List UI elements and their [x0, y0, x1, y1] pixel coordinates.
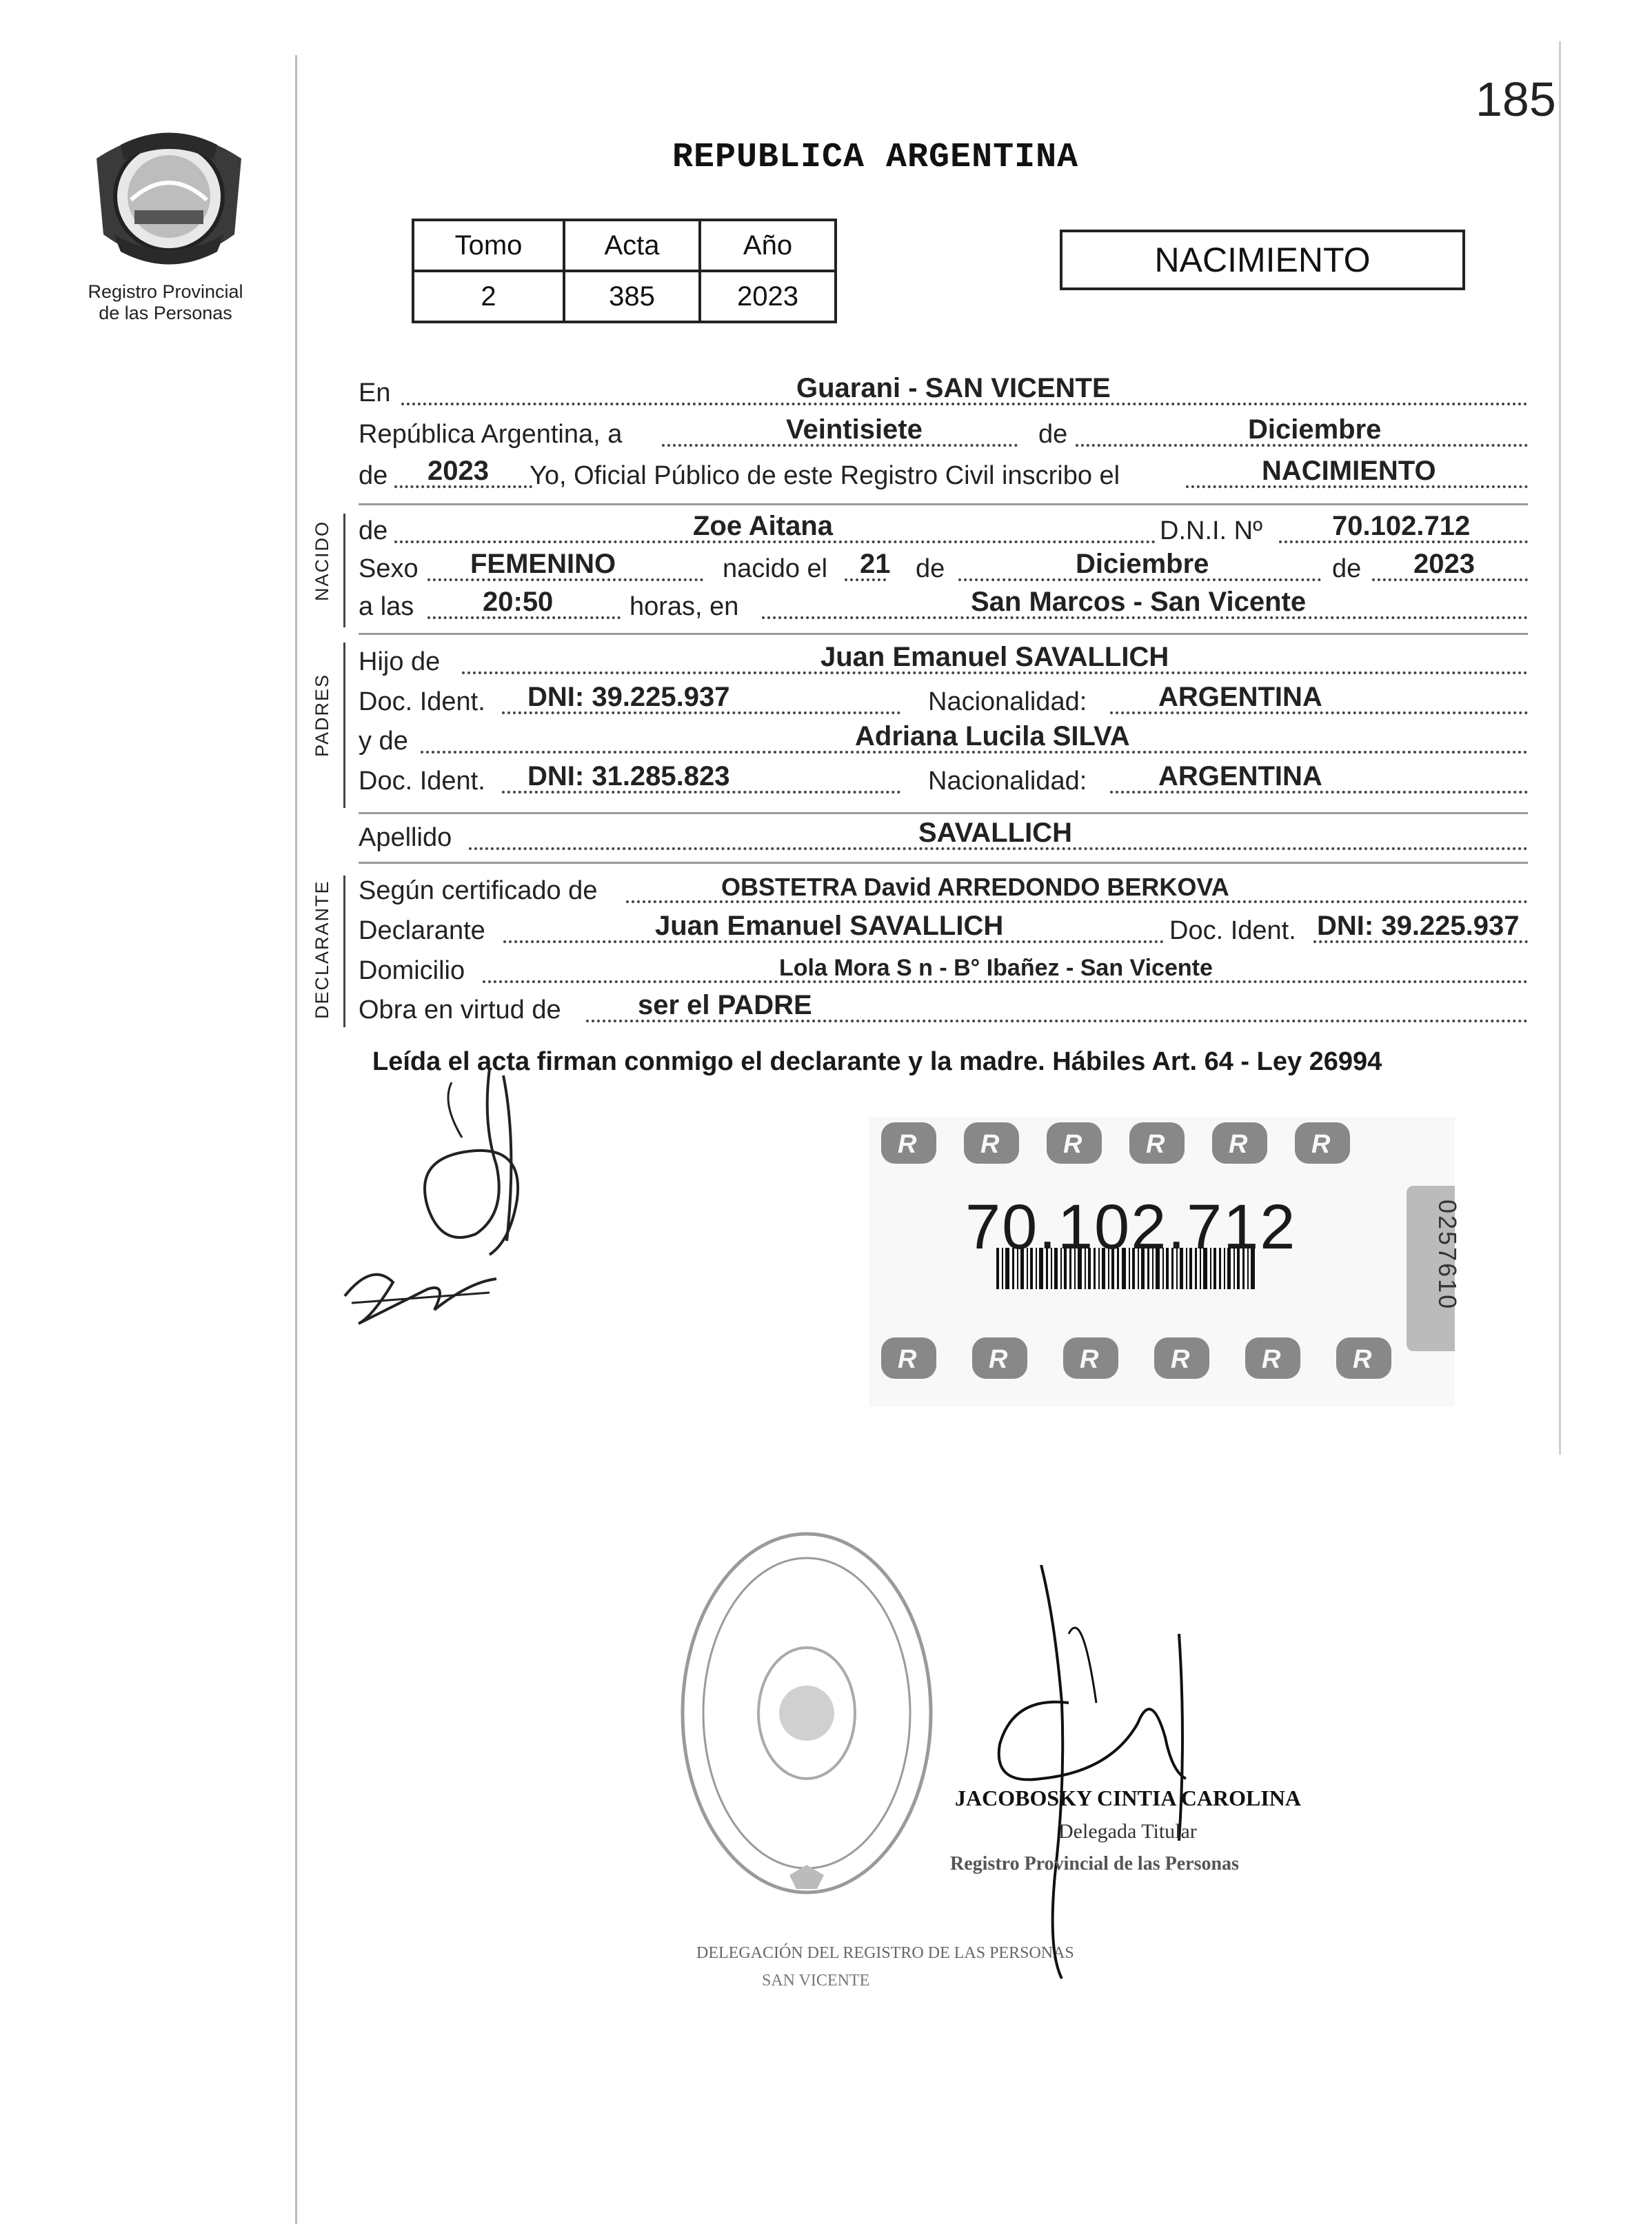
value-mother-nat: ARGENTINA [1158, 761, 1322, 791]
row-mother [359, 720, 1528, 762]
label-declarante: Declarante [359, 916, 485, 945]
row-sexo [359, 548, 1528, 589]
svg-text:R: R [1171, 1345, 1190, 1374]
svg-text:R: R [1262, 1345, 1281, 1374]
section-padres-label: PADRES [312, 673, 332, 757]
value-child-dni: 70.102.712 [1332, 511, 1471, 541]
separator-padres [359, 633, 1528, 635]
row-segun [359, 870, 1528, 911]
record-table [412, 219, 837, 323]
header-acta: Acta [564, 220, 700, 271]
svg-text:R: R [980, 1130, 1000, 1159]
seal-inner-text: SAN VICENTE [762, 1972, 870, 1990]
official-signature [958, 1565, 1248, 1992]
row-year [359, 455, 1528, 496]
svg-text:R: R [898, 1130, 917, 1159]
value-mother-name: Adriana Lucila SILVA [855, 721, 1130, 751]
value-birth-month: Diciembre [1076, 549, 1209, 579]
document-title: REPUBLICA ARGENTINA [672, 138, 1079, 177]
value-obra: ser el PADRE [638, 990, 812, 1020]
value-father-nat: ARGENTINA [1158, 682, 1322, 712]
row-mother-doc [359, 760, 1528, 802]
value-inscribe: NACIMIENTO [1262, 456, 1436, 486]
separator-declarante [359, 862, 1528, 864]
svg-text:R: R [1229, 1130, 1248, 1159]
left-margin-line [295, 55, 297, 2224]
svg-text:R: R [1353, 1345, 1372, 1374]
row-time [359, 586, 1528, 627]
label-sexo: Sexo [359, 554, 419, 583]
record-type-box: NACIMIENTO [1060, 230, 1465, 290]
row-en [359, 372, 1528, 414]
closing-statement: Leída el acta firman conmigo el declarante y la madre. Hábiles Art. 64 - Ley 26994 [372, 1047, 1382, 1076]
value-birth-place: San Marcos - San Vicente [971, 587, 1307, 617]
province-emblem-icon [83, 117, 255, 276]
value-day: Veintisiete [786, 414, 923, 445]
official-office: Registro Provincial de las Personas [950, 1853, 1239, 1874]
right-margin-line [1559, 41, 1561, 1455]
row-obra [359, 989, 1528, 1031]
label-de-year: de [359, 461, 388, 490]
value-birth-time: 20:50 [483, 587, 554, 617]
row-child [359, 510, 1528, 552]
label-declarante-doc: Doc. Ident. [1169, 916, 1296, 945]
label-mother-doc: Doc. Ident. [359, 767, 485, 796]
value-year: 2023 [427, 456, 489, 486]
svg-text:R: R [1063, 1130, 1082, 1159]
official-title: Delegada Titular [1058, 1820, 1197, 1843]
org-line2: de las Personas [99, 303, 232, 323]
row-date [359, 414, 1528, 455]
label-obra: Obra en virtud de [359, 995, 561, 1024]
value-birth-day: 21 [860, 549, 891, 579]
separator-apellido [359, 812, 1528, 814]
org-line1: Registro Provincial [88, 281, 243, 302]
value-tomo: 2 [413, 271, 564, 322]
label-a-las: a las [359, 592, 414, 621]
value-domicilio: Lola Mora S n - B° Ibañez - San Vicente [779, 955, 1213, 981]
value-en: Guarani - SAN VICENTE [796, 373, 1111, 403]
label-father-doc: Doc. Ident. [359, 687, 485, 716]
value-mother-doc: DNI: 31.285.823 [527, 761, 730, 791]
label-de: de [1038, 420, 1068, 449]
label-domicilio: Domicilio [359, 956, 465, 985]
separator-nacido [359, 503, 1528, 505]
value-month: Diciembre [1248, 414, 1382, 445]
label-apellido: Apellido [359, 823, 452, 852]
dni-sticker-number: 70.102.712 [965, 1192, 1297, 1262]
sidebar-padres [343, 643, 345, 808]
label-hijo-de: Hijo de [359, 647, 441, 676]
label-birth-de2: de [1332, 554, 1362, 583]
value-father-doc: DNI: 39.225.937 [527, 682, 730, 712]
mother-signature [331, 1255, 510, 1337]
value-birth-year: 2023 [1413, 549, 1475, 579]
section-declarante-label: DECLARANTE [312, 880, 332, 1019]
row-declarante [359, 910, 1528, 951]
label-y-de: y de [359, 727, 408, 756]
label-horas-en: horas, en [629, 592, 739, 621]
value-segun: OBSTETRA David ARREDONDO BERKOVA [721, 873, 1229, 901]
row-apellido [359, 817, 1528, 858]
svg-text:R: R [1080, 1345, 1099, 1374]
header-tomo: Tomo [413, 220, 564, 271]
label-yo: Yo, Oficial Público de este Registro Civil inscribo el [530, 461, 1120, 490]
value-anio: 2023 [700, 271, 836, 322]
value-declarante-doc: DNI: 39.225.937 [1317, 911, 1520, 941]
seal-ring-text: DELEGACIÓN DEL REGISTRO DE LAS PERSONAS [696, 1944, 1074, 1962]
svg-text:R: R [898, 1345, 917, 1374]
row-father-doc [359, 681, 1528, 722]
label-dni: D.N.I. Nº [1160, 516, 1262, 545]
declarant-signature [386, 1062, 565, 1268]
dni-sticker-code: 0257610 [1433, 1200, 1462, 1311]
value-acta: 385 [564, 271, 700, 322]
label-en: En [359, 378, 391, 407]
row-domicilio [359, 950, 1528, 991]
value-declarante: Juan Emanuel SAVALLICH [655, 911, 1004, 941]
header-anio: Año [700, 220, 836, 271]
value-father-name: Juan Emanuel SAVALLICH [820, 642, 1169, 672]
label-republica: República Argentina, a [359, 420, 623, 449]
label-segun: Según certificado de [359, 876, 598, 905]
label-child-de: de [359, 516, 388, 545]
sidebar-nacido [343, 514, 345, 627]
label-father-nat: Nacionalidad: [928, 687, 1087, 716]
label-nacido-el: nacido el [723, 554, 828, 583]
registry-name [55, 281, 276, 324]
row-father [359, 641, 1528, 683]
sidebar-declarante [343, 876, 345, 1027]
page-number: 185 [1475, 72, 1556, 126]
svg-text:R: R [989, 1345, 1008, 1374]
section-nacido-label: NACIDO [312, 520, 332, 601]
svg-text:R: R [1311, 1130, 1331, 1159]
svg-text:R: R [1146, 1130, 1165, 1159]
value-sexo: FEMENINO [470, 549, 616, 579]
value-child-name: Zoe Aitana [693, 511, 833, 541]
registry-seal-icon [676, 1530, 938, 1903]
label-birth-de: de [916, 554, 945, 583]
official-name: JACOBOSKY CINTIA CAROLINA [955, 1786, 1301, 1810]
label-mother-nat: Nacionalidad: [928, 767, 1087, 796]
value-apellido: SAVALLICH [918, 818, 1072, 848]
